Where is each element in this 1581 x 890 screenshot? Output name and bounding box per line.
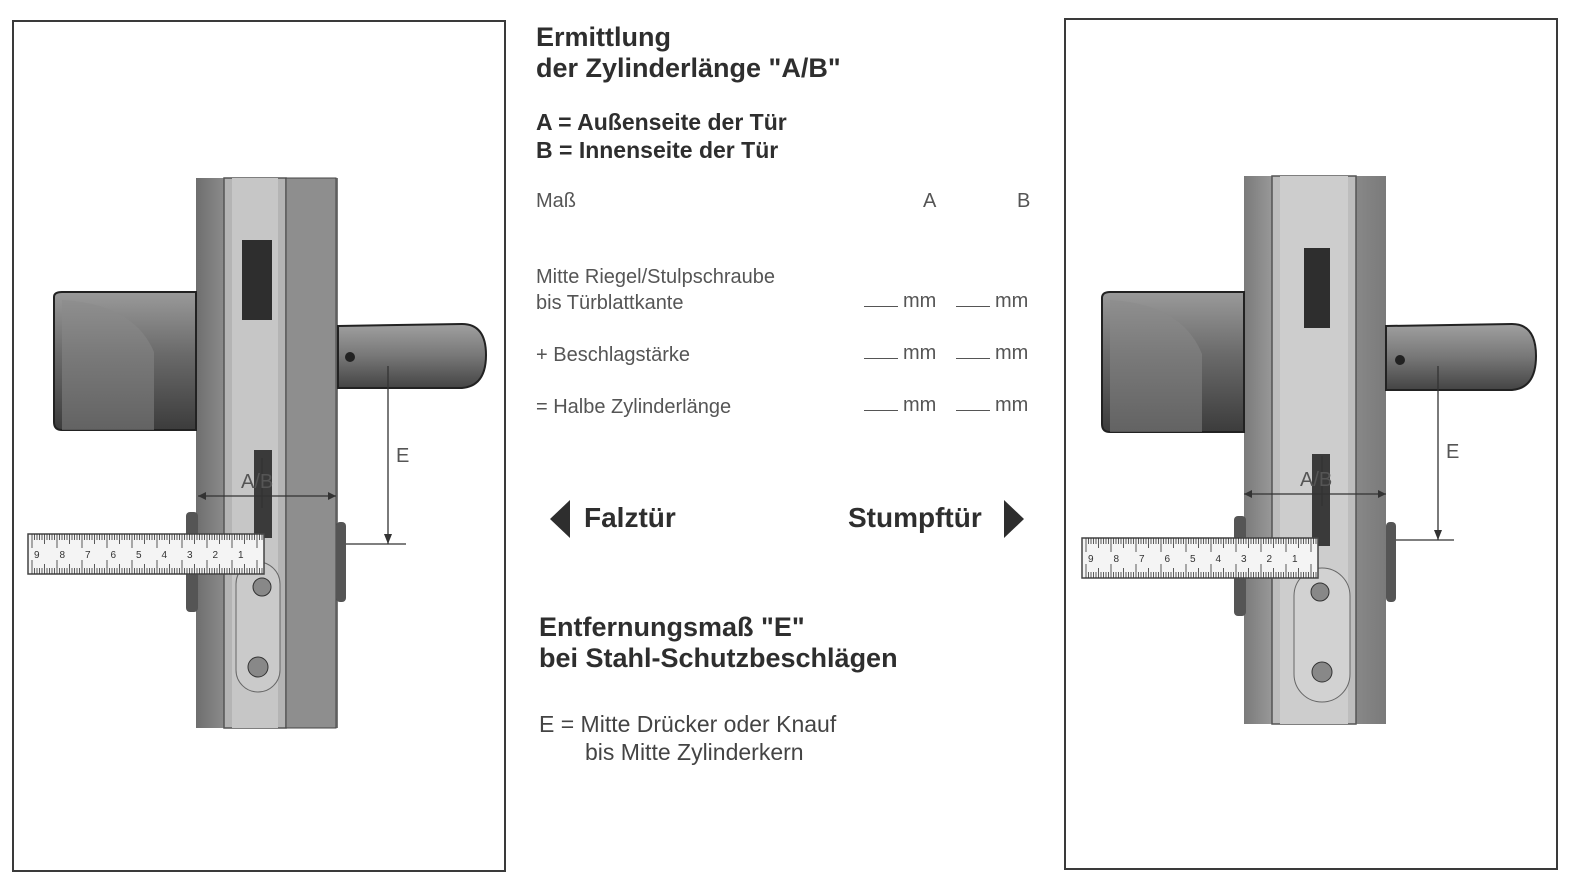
- ruler-number: 7: [85, 550, 91, 561]
- table-row-2-b: mm: [956, 342, 1028, 365]
- title-line-2: der Zylinderlänge "A/B": [536, 53, 841, 83]
- title-line-1: Ermittlung: [536, 22, 671, 52]
- table-row-3-label: = Halbe Zylinderlänge: [536, 396, 732, 418]
- ruler-number: 4: [1215, 554, 1222, 565]
- e-definition-line-2: bis Mitte Zylinderkern: [585, 739, 804, 765]
- ruler-number: 2: [212, 550, 219, 561]
- ruler-number: 9: [34, 550, 40, 561]
- ruler-number: 1: [238, 550, 244, 561]
- lever-handle: [338, 324, 486, 388]
- diagram-stumpftuer: [1064, 18, 1558, 870]
- title-entfernungsmass: [539, 612, 898, 674]
- ruler: [1082, 538, 1318, 578]
- diagram-falztuer: [12, 20, 506, 872]
- ruler-number: 4: [161, 550, 168, 561]
- arrow-right-icon: [1004, 500, 1024, 538]
- bolt: [254, 450, 272, 538]
- ruler-number: 7: [1139, 554, 1145, 565]
- label-stumpftuer: Stumpftür: [848, 502, 982, 533]
- bolt: [1312, 454, 1330, 546]
- ruler-number: 6: [110, 550, 117, 561]
- ruler-number: 9: [1088, 554, 1094, 565]
- latch: [242, 240, 272, 320]
- ab-label: A/B: [1300, 469, 1333, 491]
- e-label: E: [1446, 441, 1460, 463]
- table-row-1-b: mm: [956, 290, 1028, 313]
- table-row-1-label: Mitte Riegel/Stulpschraube bis Türblattkante: [536, 266, 776, 314]
- table-header-b: B: [1017, 190, 1031, 212]
- ruler-number: 8: [1113, 554, 1120, 565]
- stumpftuer-illustration: [1066, 20, 1560, 872]
- ruler-number: 5: [136, 550, 142, 561]
- ab-label: A/B: [241, 471, 274, 493]
- ruler-number: 6: [1164, 554, 1171, 565]
- e-definition: [539, 710, 836, 766]
- title-e-line-1: Entfernungsmaß "E": [539, 612, 805, 642]
- legend-a: A = Außenseite der Tür: [536, 109, 787, 135]
- table-row-3-b: mm: [956, 394, 1028, 417]
- table-row-2-label: + Beschlagstärke: [536, 344, 690, 366]
- ruler-number: 2: [1266, 554, 1273, 565]
- table-header-a: A: [923, 190, 937, 212]
- ruler-number: 5: [1190, 554, 1196, 565]
- lever-handle: [1386, 324, 1536, 390]
- legend-ab: [536, 108, 787, 164]
- e-label: E: [396, 445, 410, 467]
- ruler-number: 1: [1292, 554, 1298, 565]
- table-row-3-a: mm: [864, 394, 936, 417]
- title-e-line-2: bei Stahl-Schutzbeschlägen: [539, 643, 898, 673]
- table-row-2-a: mm: [864, 342, 936, 365]
- table-header-label: Maß: [536, 190, 576, 212]
- door-rebate: [286, 178, 336, 728]
- ruler-number: 8: [59, 550, 66, 561]
- ruler: [28, 534, 264, 574]
- label-falztuer: Falztür: [584, 502, 676, 533]
- ruler-number: 3: [1241, 554, 1247, 565]
- table-row-1-a: mm: [864, 290, 936, 313]
- legend-b: B = Innenseite der Tür: [536, 137, 779, 163]
- ruler-number: 3: [187, 550, 193, 561]
- arrow-left-icon: [550, 500, 570, 538]
- title-zylinderlaenge: [536, 22, 841, 84]
- latch: [1304, 248, 1330, 328]
- falztuer-illustration: [14, 22, 508, 874]
- e-definition-line-1: E = Mitte Drücker oder Knauf: [539, 711, 837, 737]
